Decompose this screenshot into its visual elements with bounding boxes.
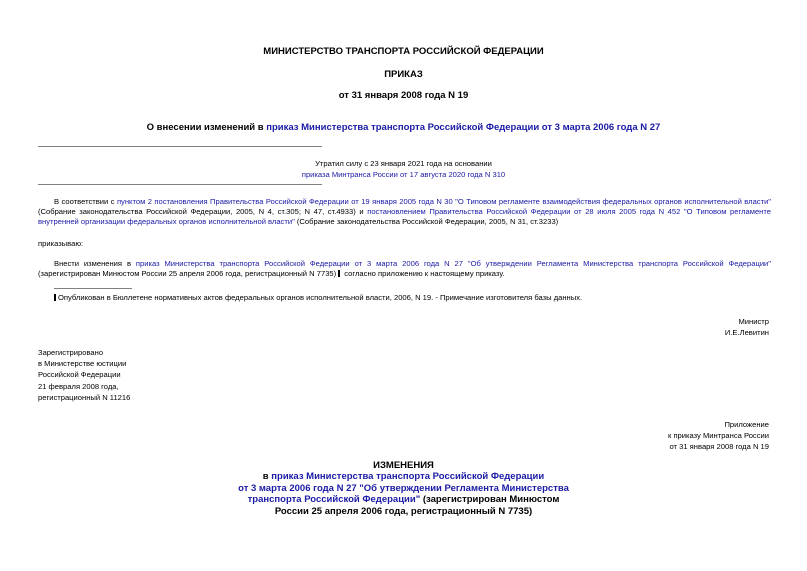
doc-date-number: от 31 января 2008 года N 19 — [338, 90, 469, 101]
changes-line-3 — [0, 494, 807, 505]
doc-type: ПРИКАЗ — [384, 69, 423, 80]
status-line-1: Утратил силу с 23 января 2021 года на основании — [315, 159, 492, 168]
doc-title-link[interactable]: приказ Министерства транспорта Российской Федерации от 3 марта 2006 года N 27 — [266, 122, 661, 133]
doc-title-prefix: О внесении изменений в — [146, 122, 267, 133]
changes-prefix: в — [262, 471, 272, 483]
footnote-rule — [54, 288, 132, 289]
preamble-paragraph — [38, 197, 771, 227]
registration-line: регистрационный N 11216 — [38, 392, 131, 402]
preamble-text-2: (Собрание законодательства Российской Федерации, 2005, N 4, ст.305; N 47, ст.4933) и — [38, 207, 368, 216]
footnote — [52, 293, 771, 303]
preamble-link-1[interactable]: пунктом 2 постановления Правительства Российской Федерации от 19 января 2005 года N 30 "О Типовом регламенте взаимодействия федеральных органов исполнительной власти" — [116, 197, 772, 206]
changes-line-2 — [0, 483, 807, 494]
footnote-marker-icon — [54, 294, 56, 301]
footnote-marker-icon — [338, 270, 340, 277]
registration-line: Зарегистрировано — [38, 348, 104, 357]
appendix-line: от 31 января 2008 года N 19 — [669, 442, 769, 452]
preamble-text-1: В соответствии с — [54, 197, 117, 206]
doc-title — [0, 122, 807, 134]
changes-line-1 — [0, 471, 807, 482]
signature-position: Министр — [738, 317, 769, 326]
appendix-line: Приложение — [724, 420, 769, 429]
preamble-text-3: (Собрание законодательства Российской Федерации, 2005, N 31, ст.3233) — [294, 217, 559, 226]
registration-line: Российской Федерации — [38, 370, 121, 380]
changes-heading-block — [0, 460, 807, 517]
ministry-heading: МИНИСТЕРСТВО ТРАНСПОРТА РОССИЙСКОЙ ФЕДЕРАЦИИ — [263, 46, 544, 57]
changes-link-2[interactable]: от 3 марта 2006 года N 27 "Об утверждении Регламента Министерства — [238, 482, 569, 494]
status-line-2 — [0, 170, 807, 180]
order-paragraph — [38, 259, 771, 279]
signature-name: И.Е.Левитин — [724, 328, 769, 337]
top-rule — [38, 146, 322, 147]
order-link[interactable]: приказ Министерства транспорта Российской Федерации от 3 марта 2006 года N 27 "Об утверждении Регламента Министерства транспорта Российской Федерации" — [135, 259, 771, 268]
changes-line-4: России 25 апреля 2006 года, регистрационный N 7735) — [274, 505, 533, 517]
appendix-line: к приказу Минтранса России — [668, 431, 769, 441]
status-link[interactable]: приказа Минтранса России от 17 августа 2020 года N 310 — [301, 170, 506, 179]
order-word: приказываю: — [38, 239, 84, 248]
changes-link-1[interactable]: приказ Министерства транспорта Российской Федерации — [271, 471, 545, 483]
appendix-block — [668, 419, 769, 453]
signature-block — [725, 317, 769, 338]
registration-line: 21 февраля 2008 года, — [38, 381, 119, 391]
order-text-3: согласно приложению к настоящему приказу. — [342, 269, 505, 278]
registration-line: в Министерстве юстиции — [38, 359, 127, 369]
order-text-1: Внести изменения в — [54, 259, 136, 268]
preamble-link-2[interactable]: постановлением Правительства Российской Федерации от 28 июля 2005 года N 452 "О Типовом регламенте внутренней организации федеральных органов исполнительной власти" — [38, 207, 771, 226]
changes-link-3[interactable]: транспорта Российской Федерации" — [247, 494, 421, 506]
bottom-rule — [38, 184, 322, 185]
order-text-2: (зарегистрирован Минюстом России 25 апреля 2006 года, регистрационный N 7735) — [38, 269, 337, 278]
registration-block — [38, 347, 771, 403]
changes-heading: ИЗМЕНЕНИЯ — [373, 460, 434, 471]
footnote-text: Опубликован в Бюллетене нормативных актов федеральных органов исполнительной власти, 2006, N 19. - Примечание изготовителя базы данных. — [58, 293, 583, 302]
changes-rest-3: (зарегистрирован Минюстом — [420, 494, 560, 506]
